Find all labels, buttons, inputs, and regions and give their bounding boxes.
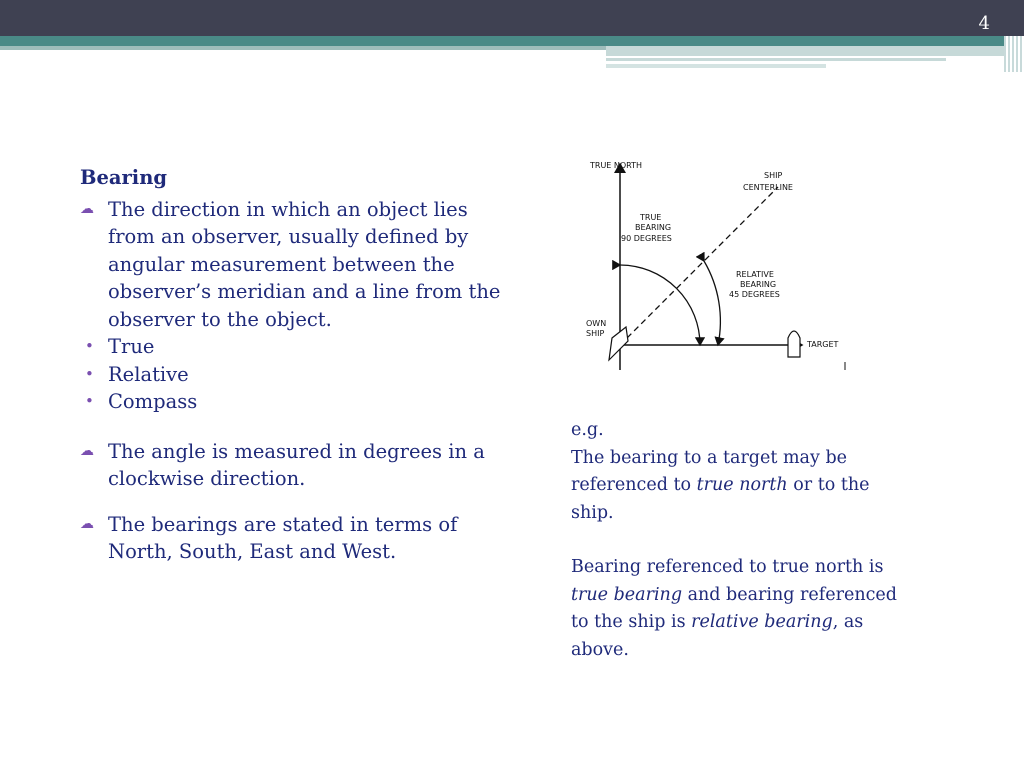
note-text: The bearings are stated in terms of North, South, East and West. [108,512,458,563]
note-item [80,511,510,566]
list-item [80,388,510,416]
true-bearing-label: TRUE [640,213,662,222]
ship-centerline [620,187,778,345]
header-rule [606,46,1006,56]
true-bearing-label: BEARING [635,223,672,232]
target-label: TARGET [807,340,839,349]
swoosh-bullet-icon: ☁ [80,442,94,459]
paragraph: The bearing to a target may be referenced to true north or to the ship. [571,447,870,523]
header-bar [0,0,1024,36]
section-heading: Bearing [80,166,168,189]
bullet-icon: • [85,364,94,383]
definition-item [80,196,510,334]
own-ship-icon [609,327,628,360]
swoosh-bullet-icon: ☁ [80,515,94,532]
relative-bearing-label: BEARING [740,280,777,289]
header-rule [0,46,606,50]
header-accent-bar [0,36,1004,46]
list-item [80,333,510,361]
paragraph: Bearing referenced to true north is true bearing and bearing referenced to the ship is relative bearing, as above. [571,557,897,660]
note-item [80,438,510,493]
relative-bearing-arc [704,261,720,345]
true-bearing-arc [620,265,700,345]
example-label: e.g. [571,420,604,440]
content-right [571,417,901,664]
list-item [80,361,510,389]
header-stripes [1004,36,1024,72]
own-ship-label: SHIP [586,329,605,338]
true-bearing-label: 90 DEGREES [621,234,672,243]
list-item-text: Relative [108,362,189,386]
bearing-diagram [580,150,850,375]
relative-bearing-label: RELATIVE [736,270,774,279]
list-item-text: Compass [108,390,198,413]
centerline-label: SHIP [764,171,783,180]
definition-text: The direction in which an object lies from an observer, usually defined by angular measurement between the observer’s meridian and a line from the observer to the object. [108,197,501,331]
content-left [80,164,510,566]
note-text: The angle is measured in degrees in a clockwise direction. [108,439,485,490]
header-rule [606,58,946,61]
list-item-text: True [108,335,155,358]
swoosh-bullet-icon: ☁ [80,200,94,217]
bullet-icon: • [85,392,94,410]
target-ship-icon [788,331,800,357]
centerline-label: CENTERLINE [743,183,793,192]
own-ship-label: OWN [586,319,607,328]
true-north-label: TRUE NORTH [590,161,643,170]
relative-bearing-label: 45 DEGREES [729,290,780,299]
header-rule [606,64,826,68]
bullet-icon: • [85,337,94,355]
slide-number: 4 [978,13,990,34]
